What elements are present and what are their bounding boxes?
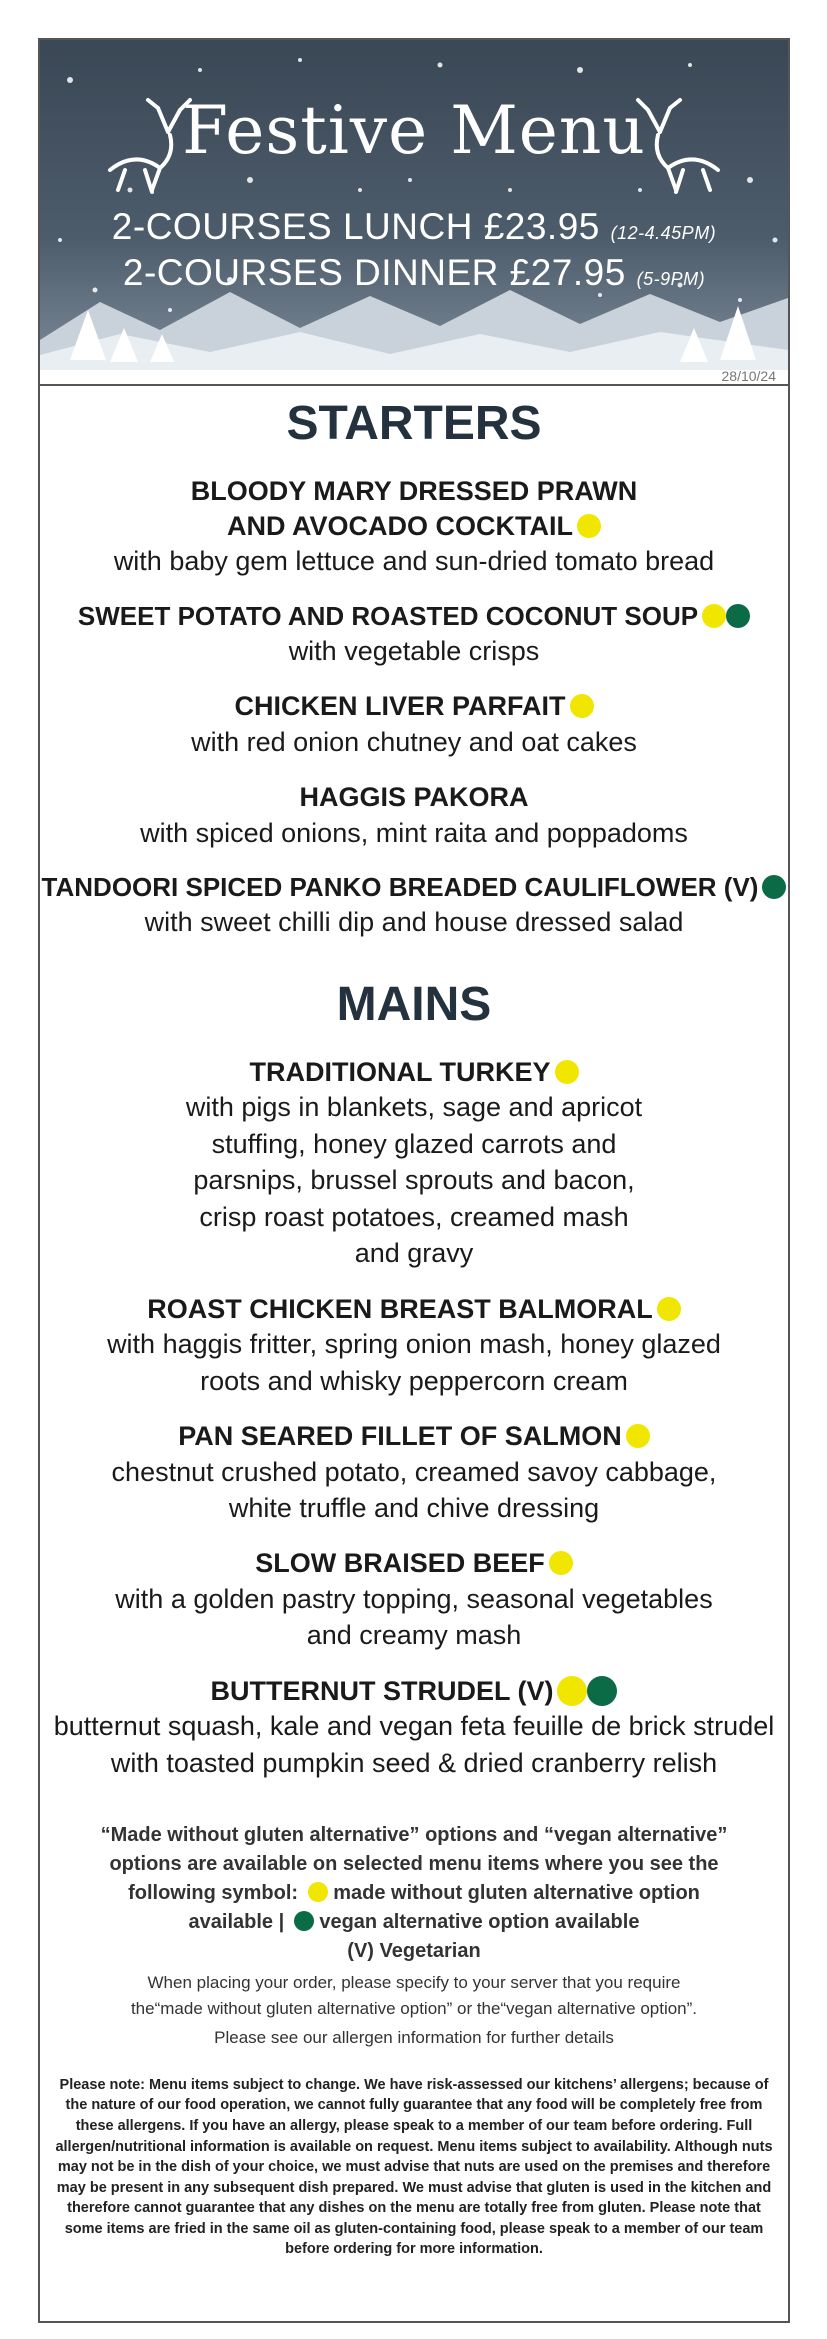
item-description: with haggis fritter, spring onion mash, honey glazed roots and whisky peppercorn cream bbox=[107, 1329, 721, 1396]
item-name: ROAST CHICKEN BREAST BALMORAL bbox=[40, 1292, 788, 1327]
snowy-landscape-illustration bbox=[40, 40, 788, 370]
item-name: BUTTERNUT STRUDEL (V) bbox=[40, 1674, 788, 1709]
dietary-footnote: “Made without gluten alternative” options and “vegan alternative” options are available on selected menu items where you see the following symbol: made without gluten alternative option available | vegan alternative option available (V) Vegetarian bbox=[100, 1824, 728, 1963]
menu-item bbox=[40, 474, 788, 580]
gluten-free-dot-icon bbox=[549, 1551, 573, 1575]
mains-heading: MAINS bbox=[336, 977, 492, 1031]
lunch-price: 2-COURSES LUNCH £23.95 (12-4.45PM) bbox=[111, 206, 717, 247]
menu-page bbox=[38, 38, 790, 2323]
allergen-note: Please see our allergen information for further details bbox=[214, 2028, 614, 2048]
item-description: with sweet chilli dip and house dressed salad bbox=[144, 907, 684, 938]
item-name: HAGGIS PAKORA bbox=[299, 782, 529, 813]
divider bbox=[40, 384, 788, 386]
item-name: SLOW BRAISED BEEF bbox=[40, 1546, 788, 1581]
vegan-dot-icon bbox=[294, 1911, 314, 1931]
ordering-note: When placing your order, please specify to your server that you require the“made without gluten alternative option” or the“vegan alternative option”. bbox=[130, 1973, 698, 2018]
menu-item bbox=[40, 1546, 788, 1653]
menu-item bbox=[40, 689, 788, 760]
menu-item bbox=[40, 600, 788, 670]
dinner-price: 2-COURSES DINNER £27.95 (5-9PM) bbox=[122, 252, 706, 293]
menu-item bbox=[40, 1419, 788, 1526]
item-name: CHICKEN LIVER PARFAIT bbox=[40, 689, 788, 724]
menu-content bbox=[40, 397, 788, 2260]
item-description: with spiced onions, mint raita and poppadoms bbox=[140, 817, 688, 848]
item-name: PAN SEARED FILLET OF SALMON bbox=[40, 1419, 788, 1454]
item-description: with pigs in blankets, sage and apricot stuffing, honey glazed carrots and parsnips, brussel sprouts and bacon, crisp roast potatoes, creamed mash and gravy bbox=[185, 1092, 643, 1269]
menu-item bbox=[40, 871, 788, 941]
item-description: with baby gem lettuce and sun-dried tomato bread bbox=[113, 546, 715, 577]
item-description: with red onion chutney and oat cakes bbox=[191, 726, 637, 757]
gluten-free-dot-icon bbox=[555, 1060, 579, 1084]
item-name: BLOODY MARY DRESSED PRAWN AND AVOCADO COCKTAIL bbox=[190, 476, 638, 541]
gluten-free-dot-icon bbox=[577, 514, 601, 538]
menu-date: 28/10/24 bbox=[721, 368, 776, 384]
gluten-free-dot-icon bbox=[702, 604, 726, 628]
vegan-dot-icon bbox=[587, 1676, 617, 1706]
item-name: TRADITIONAL TURKEY bbox=[40, 1055, 788, 1090]
gluten-free-dot-icon bbox=[657, 1297, 681, 1321]
festive-banner bbox=[40, 40, 788, 370]
item-description: with vegetable crisps bbox=[288, 635, 540, 666]
gluten-free-dot-icon bbox=[308, 1882, 328, 1902]
menu-item bbox=[40, 1055, 788, 1272]
menu-item bbox=[40, 1292, 788, 1399]
menu-item bbox=[40, 780, 788, 851]
item-description: with a golden pastry topping, seasonal vegetables and creamy mash bbox=[115, 1584, 713, 1651]
menu-item bbox=[40, 1674, 788, 1781]
vegan-dot-icon bbox=[726, 604, 750, 628]
gluten-free-dot-icon bbox=[570, 694, 594, 718]
item-name: SWEET POTATO AND ROASTED COCONUT SOUP bbox=[40, 600, 788, 633]
item-description: chestnut crushed potato, creamed savoy cabbage, white truffle and chive dressing bbox=[111, 1456, 717, 1524]
starters-heading: STARTERS bbox=[286, 397, 542, 450]
menu-title: Festive Menu bbox=[182, 92, 646, 169]
gluten-free-dot-icon bbox=[626, 1424, 650, 1448]
item-description: butternut squash, kale and vegan feta feuille de brick strudel with toasted pumpkin seed & dried cranberry relish bbox=[53, 1711, 775, 1778]
vegan-dot-icon bbox=[762, 875, 786, 899]
gluten-free-dot-icon bbox=[557, 1676, 587, 1706]
legal-disclaimer: Please note: Menu items subject to change. We have risk-assessed our kitchens’ allergens; because of the nature of our food operation, we cannot fully guarantee that any food will be completely free from these allergens. If you have an allergy, please speak to a member of our team before ordering. Full allergen/nutritional information is available on request. Menu items subject to availability. Although nuts may not be in the dish of your choice, we must advise that nuts are used on the premises and therefore may be present in any subsequent dish prepared. We must advise that gluten is used in the kitchen and therefore cannot guarantee that any dishes on the menu are totally free from gluten. Please note that some items are fried in the same oil as gluten-containing food, please speak to a member of our team before ordering for more information. bbox=[55, 2076, 773, 2258]
item-name: TANDOORI SPICED PANKO BREADED CAULIFLOWER (V) bbox=[40, 871, 788, 904]
